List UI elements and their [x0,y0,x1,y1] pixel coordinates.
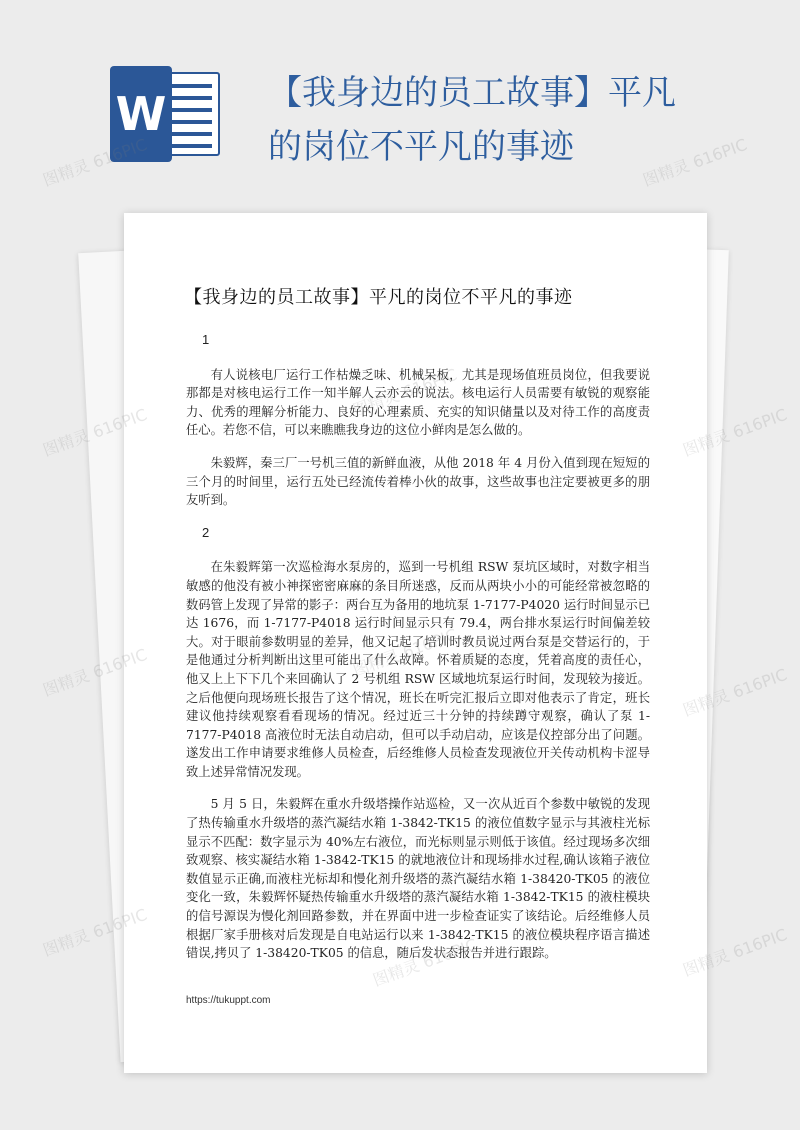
document-title: 【我身边的员工故事】平凡的岗位不平凡的事迹 [184,287,573,308]
watermark: 图精灵 616PIC [640,134,750,191]
header-title: 【我身边的员工故事】平凡的岗位不平凡的事迹 [268,73,676,167]
paragraph: 5 月 5 日，朱毅辉在重水升级塔操作站巡检，又一次从近百个参数中敏锐的发现了热传输重水升级塔的蒸汽凝结水箱 1-3842-TK15 的液位值数字显示与其液柱光标显示不匹配：数字显示为 40%左右液位，而光标则显示则低于该值。经过现场多次细致观察、核实凝结水箱 1-3842-TK15 的就地液位计和现场排水过程,确认该箱子液位数值显示正确,而液柱光标却和慢化剂升级塔的蒸汽凝结水箱 1-38420-TK05 的液位变化一致，朱毅辉怀疑热传输重水升级塔的蒸汽凝结水箱 1-3842-TK15 的液柱模块的信号源误为慢化剂回路参数，并在界面中进一步检查证实了该结论。后经维修人员根据厂家手册核对后发现是自电站运行以来 1-3842-TK15 的液位模块程序语言描述错误,拷贝了 1-38420-TK05 的信息，随后发状态报告并进行跟踪。 [186,797,650,961]
paragraph: 在朱毅辉第一次巡检海水泵房的，巡到一号机组 RSW 泵坑区域时，对数字相当敏感的他没有被小神探密密麻麻的条目所迷惑，反而从两块小小的可能经常被忽略的数码管上发现了异常的影子：两台互为备用的地坑泵 1-7177-P4020 运行时间显示已达 1676，而 1-7177-P4018 运行时间显示只有 79.4，两台排水泵运行时间偏差较大。对于眼前参数明显的差异，他又记起了培训时教员说过两台泵是交替运行的，于是他通过分析判断出这里可能出了什么故障。怀着质疑的态度，凭着高度的责任心，他又上上下下几个来回确认了 2 号机组 RSW 区域地坑泵运行时间，发现较为接近。之后他便向现场班长报告了这个情况，班长在听完汇报后立即对他表示了肯定，班长建议他持续观察看看现场的情况。经过近三十分钟的持续蹲守观察，确认了泵 1-7177-P4018 高液位时无法自动启动，但可以手动启动，应该是仪控部分出了问题。遂发出工作申请要求维修人员检查，后经维修人员检查发现液位开关传动机构卡涩导致上述异常情况发现。 [186,560,650,779]
paragraph: 朱毅辉，秦三厂一号机三值的新鲜血液，从他 2018 年 4 月份入值到现在短短的三个月的时间里，运行五处已经流传着棒小伙的故事，这些故事也注定要被更多的朋友听到。 [186,455,650,508]
watermark: 图精灵 616PIC [40,644,150,701]
paragraph: 有人说核电厂运行工作枯燥乏味、机械呆板，尤其是现场值班员岗位，但我要说那都是对核电运行工作一知半解人云亦云的说法。核电运行人员需要有敏锐的观察能力、优秀的理解分析能力、良好的心理素质、充实的知识储量以及对待工作的高度责任心。若您不信，可以来瞧瞧我身边的这位小鲜肉是怎么做的。 [186,367,650,438]
watermark: 图精灵 616PIC [40,904,150,961]
section-number: 2 [202,524,210,540]
source-url: https://tukuppt.com [186,995,271,1006]
section-number: 1 [202,332,210,347]
watermark: 图精灵 616PIC [680,664,790,721]
watermark: 图精灵 616PIC [40,134,150,191]
header [0,0,800,210]
word-doc-icon [110,66,220,162]
document-body [186,331,650,977]
watermark: 图精灵 [40,425,93,461]
document-page [124,213,707,1073]
word-letter: W [110,66,172,162]
watermark: 图精灵 616PIC [680,404,790,461]
watermark: 图精灵 616PIC [680,924,790,981]
